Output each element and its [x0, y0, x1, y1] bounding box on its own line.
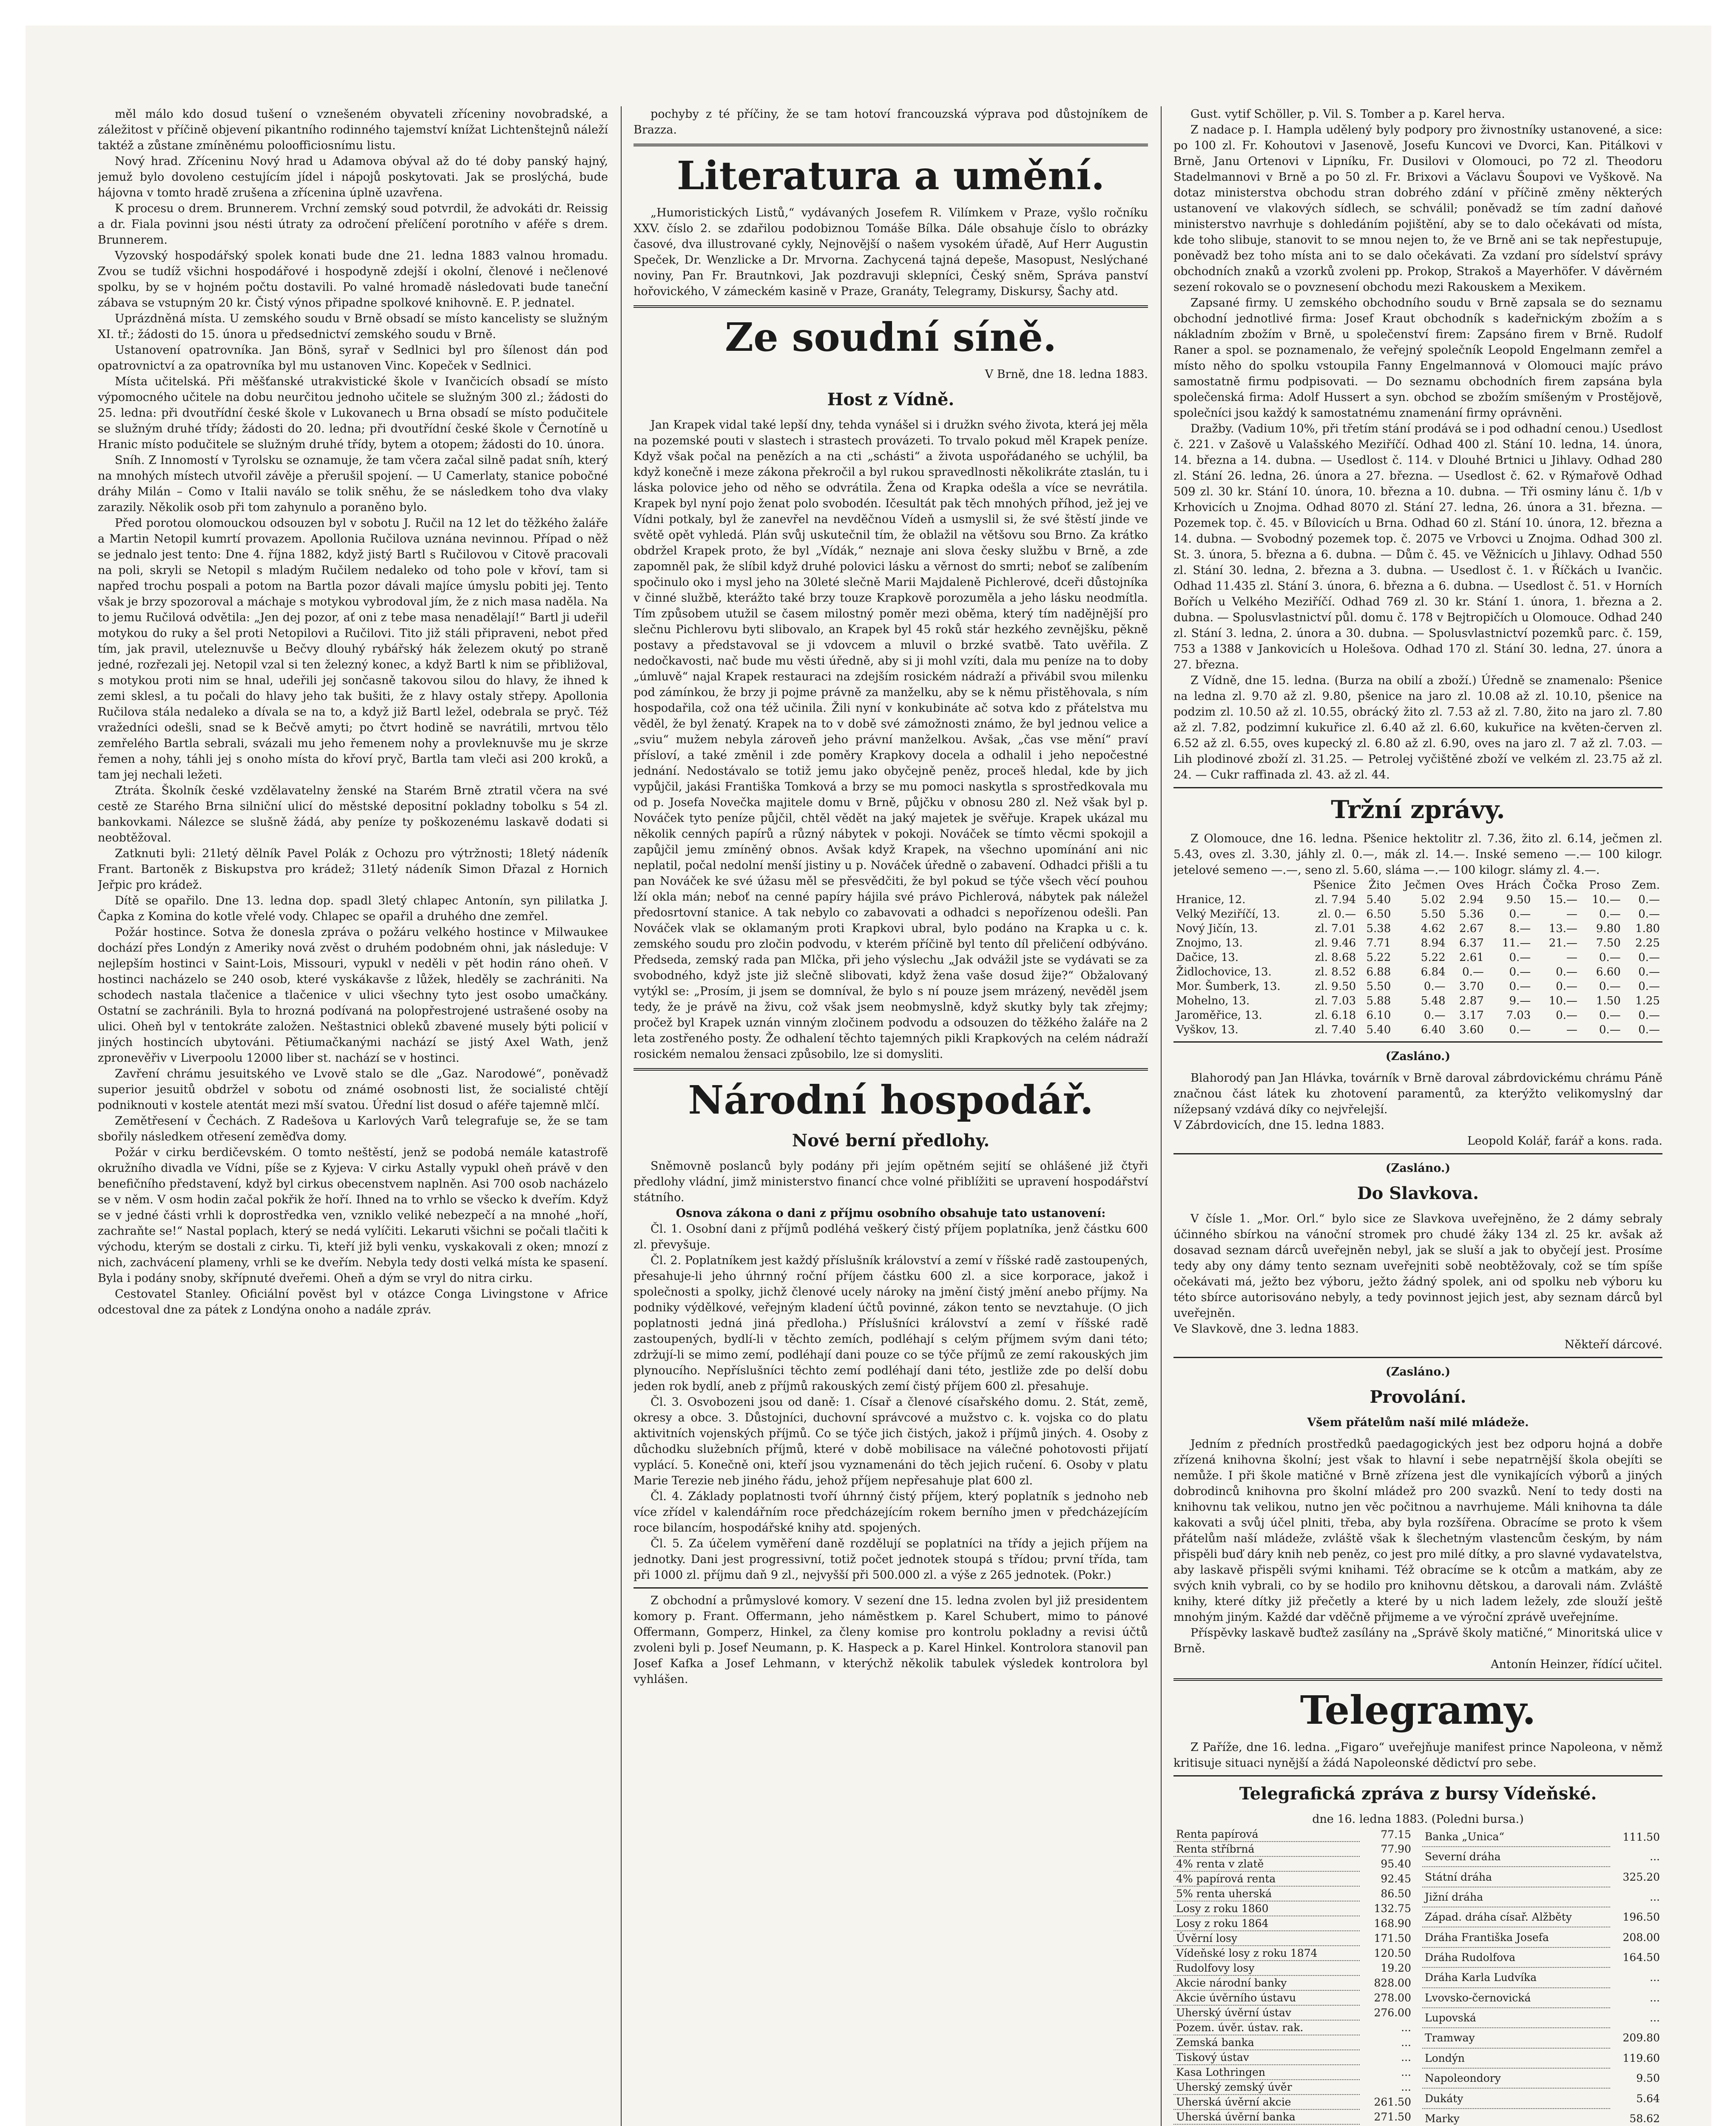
bourse-price: 171.50 [1374, 1932, 1411, 1944]
market-table-cell: 5.40 [1366, 893, 1391, 906]
bourse-table-right [1422, 1827, 1662, 2126]
market-table-cell: 0.— [1599, 980, 1621, 993]
bourse-price: 5.64 [1636, 2092, 1660, 2105]
bourse-security-name: Renta papírová [1173, 1827, 1360, 1842]
bourse-row [1173, 2080, 1414, 2095]
economy-paragraph: Čl. 1. Osobní dani z příjmů podléhá veškerý čistý příjem poplatníka, jenž částku 600 zl. převyšuje. [634, 1222, 1148, 1251]
bourse-security-name: Lupovská [1422, 2008, 1610, 2028]
zaslano-signature: Leopold Kolář, farář a kons. rada. [1467, 1134, 1662, 1148]
economy-subheading: Nové berní předlohy. [792, 1131, 990, 1151]
market-table-row [1173, 979, 1662, 994]
market-table-cell: 5.36 [1459, 908, 1484, 921]
bourse-price: 271.50 [1374, 2111, 1411, 2123]
bourse-security-name: Akcie úvěrního ústavu [1173, 1990, 1360, 2005]
literature-text: „Humoristických Listů,“ vydávaných Josefem R. Vilímkem v Praze, vyšlo ročníku XXV. číslo 2. se zdařilou podobiznou Tomáše Bílka. Dále obsahuje číslo to obrázky časové, dva illustrované cykly, Nejnovější o našem vysokém úřadě, Auf Herr Augustin Speček, Dr. Wenzlicke a Dr. Mrvorna. Zachycená tajná depeše, Masopust, Neslýchané noviny, Pan Fr. Brautnkovi, Jak pozdravuji sklepníci, Český sněm, Správa panství hořovického, V zámeckém kasině v Praze, Granáty, Telegramy, Diskursy, Šachy atd. [634, 206, 1148, 298]
market-table-cell: zl. 9.46 [1315, 937, 1356, 949]
column-1 [98, 106, 608, 2126]
bourse-security-name: Rudolfovy losy [1173, 1961, 1360, 1975]
market-col-header: Čočka [1543, 879, 1578, 892]
market-table-cell: 0.— [1638, 1009, 1660, 1022]
market-table-row [1173, 936, 1662, 950]
bourse-row [1173, 1901, 1414, 1916]
bourse-price: ... [1650, 1991, 1660, 2004]
bourse-table-left [1173, 1827, 1414, 2126]
bourse-price: 168.90 [1374, 1917, 1411, 1930]
col1-paragraph: Nový hrad. Zříceninu Nový hrad u Adamova obýval až do té doby panský hajný, jemuž bylo dovoleno cestujícím jídel i nápojů poskytovati. Jak se proslýchá, bude hájovna v tomto hradě zrušena a zřícenina úplně uzavřena. [98, 155, 608, 199]
bourse-security-name: 4% papírová renta [1173, 1871, 1360, 1886]
bourse-row [1422, 1867, 1662, 1887]
bourse-row [1173, 1871, 1414, 1886]
bourse-price: ... [1401, 2051, 1411, 2063]
zaslano-place: Ve Slavkově, dne 3. ledna 1883. [1173, 1322, 1359, 1336]
market-table-cell: 5.50 [1366, 980, 1391, 993]
bourse-security-name: Západ. dráha císař. Alžběty [1422, 1907, 1610, 1927]
economy-paragraph: Čl. 4. Základy poplatnosti tvoří úhrnný čistý příjem, který poplatník s jednoho neb více zřídel v kalendářním roce předcházejícím rokem berního jmen v předcházejícím roce bilancím, hospodářské knihy atd. spojených. [634, 1490, 1148, 1535]
market-table-cell: 5.40 [1366, 1023, 1391, 1036]
section-divider [634, 144, 1148, 146]
economy-paragraph: Čl. 2. Poplatníkem jest každý příslušník království a zemí v říšské radě zastoupených, přesahuje-li jeho úhrnný roční příjem částku 600 zl. a sice korporace, jakož i společnosti a spolky, jichž členové ucely nároky na jmění čistý jmění anebo příjmy. Na podniky výdělkové, veřejným kladení účtů povinné, zákon tento se nevztahuje. (O jich poplatnosti jedná jiná předloha.) Příslušníci království a zemí v říšské radě zastoupených, bydlí-li v těchto zemích, podléhají s celým příjmem svým dani této; zdržují-li se mimo zemí, podléhají dani pouze co se týče příjmů ze zemí rakouských jim plynoucího. Nepříslušníci těchto zemí podléhají dani této, jestliže zde po delší dobu jeden rok bydlí, aneb z příjmů rakouských zemí čistý příjem 600 zl. přesahuje. [634, 1254, 1148, 1393]
bourse-security-name: Losy z roku 1860 [1173, 1901, 1360, 1916]
section-divider [1173, 787, 1662, 788]
bourse-row [1422, 1827, 1662, 1847]
economy-heading: Národní hospodář. [688, 1077, 1094, 1123]
market-table-cell: zl. 8.52 [1315, 966, 1356, 978]
col1-paragraph: Požár v cirku berdičevském. O tomto neštěstí, jenž se podobá nemále katastrofě okružního divadla ve Vídni, píše se z Kyjeva: V cirku Astally vypukl oheň právě v den benefičního představení, když byl cirkus obecenstvem naplněn. Asi 700 osob nacházelo se v něm. V osm hodin začal pokřik že hoří. Ihned na to vrhlo se všecko k dveřím. Když se v jedné části vrhli k doprostředka ven, vzniklo veliké nebezpečí a na mnohé „hoří, zachraňte se!“ Nastal poplach, který se nedá vylíčiti. Lekaruti všichni se počali tlačiti k východu, kterým se dostali z cirku. Ti, kteří již byli venku, vyskakovali z oken; mnozí z nich, zachvácení plameny, vrhli se ke dveřím. Nebyla tedy dosti velká místa ke spasení. Byla i podány snoby, skřípnuté dveřemi. Oheň a dým se vryl do nitra cirku. [98, 1146, 608, 1285]
bourse-price: 19.20 [1381, 1962, 1411, 1974]
bourse-security-name: Londýn [1422, 2048, 1610, 2068]
market-table-cell: 5.38 [1366, 922, 1391, 935]
market-table-row [1173, 907, 1662, 921]
bourse-security-name: Lvovsko-černovická [1422, 1988, 1610, 2008]
bourse-row [1422, 1927, 1662, 1947]
market-table-cell: 6.88 [1366, 966, 1391, 978]
market-table-cell: 15.— [1548, 893, 1578, 906]
bourse-row [1173, 2109, 1414, 2124]
bourse-price: 86.50 [1381, 1887, 1411, 1900]
bourse-price: 828.00 [1374, 1977, 1411, 1989]
market-table-cell: 0.— [1556, 1009, 1578, 1022]
telegrams-heading: Telegramy. [1300, 1687, 1536, 1733]
court-subheading: Host z Vídně. [827, 389, 955, 409]
bourse-row [1173, 1916, 1414, 1931]
bourse-price: 119.60 [1622, 2052, 1660, 2064]
market-table-cell: 5.48 [1421, 995, 1446, 1007]
bourse-price: 120.50 [1374, 1947, 1411, 1959]
bourse-security-name: Úvěrní losy [1173, 1931, 1360, 1946]
bourse-price: 132.75 [1374, 1902, 1411, 1915]
bourse-row [1422, 1907, 1662, 1927]
bourse-price: 111.50 [1622, 1830, 1660, 1843]
bourse-tables [1173, 1827, 1662, 2126]
court-text: Jan Krapek vidal také lepší dny, tehda vynášel si i družkn svého života, která jej měla na pozemské pouti v slastech i strastech provázeti. To trvalo pokud měl Krapek peníze. Když však počal na penězích a na cti „schásti“ a života uspořádaného se uchýlil, ba když konečně i meze zákona překročil a byl rukou spravedlnosti několikráte ztaslán, tu i láska polovice jeho od něho se odvrátila. Žena od Krapka odešla a více se nevrátila. Krapek byl nyní pojo ženat polo svobodén. Ičesultát pak těch mnohých příhod, jež jej ve Vídni potkaly, byl že zanevřel na nevděčnou Vídeň a usmyslil si, že své štěstí jinde ve světě opět vyhledá. Plán svůj uskutečnil tím, že oblažil na většovu sou Brno. Za krátko obdržel Krapek proto, že byl „Vídák,“ neznaje ani slova česky službu v Brně, a zde zapomněl pak, že slíbil když druhé polovici lásku a věrnost do smrti; neboť se zalíbením spočinulo oko i mysl jeho na 30leté slečně Marii Majdaleně Pichlerové, dceři důstojníka v činné službě, kterážto také brzy touze Krapkově porozuměla a jeho lásku neodmítla. Tím způsobem utužil se časem milostný poměr mezi oběma, který tím nadějnější pro slečnu Pichlerovu byti slibovalo, an Krapek byl 45 roků stár hezkého zevnějšku, pěkně postavy a představoval se ji vdovcem a mluvil o brzké svatbě. Tato uvěřila. Z nedočkavosti, nač bude mu věsti úředně, aby si ji mohl vzíti, dala mu peníze na to doby „úmluvě“ najal Krapek restauraci na zdejším rosickém nádraží a přivábil svou milenku pod zámínkou, že brzy ji pojme právně za manželku, aby se k němu přistěhovala, s ním hospodařila, což ona též učinila. Žili nyní v konkubináte ač sotva kdo z přátelstva mu věděl, že byl ženatý. Krapek na to v době své zámožnosti známo, že byl jednou velice a „sviu“ mužem nebyla zároveň jeho právní manželkou. Avšak, „čas vse mění“ praví přísloví, a také změnil i zde poměry Krapkovy docela a odhalil i jeho nepočestné jednání. Nedostávalo se totiž jemu jako obyčejně peněz, proceš hledal, kde by jich vypůjčil, jakási Františka Tomková a brzy se mu pomoci naskytla s sprostředkovala mu od p. Josefa Novečka majitele domu v Brně, půjčku v obnosu 280 zl. Než však byl p. Nováček tyto peníze půjčil, chtěl vědět na jaký majetek je svěřuje. Krapek ukázal mu několik cenných papírů a různý nábytek v pokoji. Nováček se tímto věcmi spokojil a zapůjčil jemu zmíněný obnos. Avšak když Krapek, na všechno upomínání ani nic neplatil, počal nedolní menší jistiny u p. Nováček úředně o zabavení. Odhadci přišli a tu pan Nováček ke své úžasu měl se přesvědčiti, že byl pokud se týče všech věcí pouhou lží okla mán; neboť na cenné papíry hájila své právo Pichlerová, nábytek pak náležel předosrtovní stanice. A tak nebylo co zabavovati a odhadci s nepořízenou odešli. Pan Nováček vlak se oklamaným proti Krapkovi ubral, bylo podáno na Krapka u c. k. zemského soudu pro zločin podvodu, v kterém příčině byl tento díl přeličení odbýváno. Předseda, zemský rada pan Mlčka, při jeho výslechu „Jak odvážil jste se vydávati se za svobodného, když jste již slečně slibovati, když žena vaše dosud žije?“ Obžalovaný vytýkl se: „Prosím, ji jsem se domníval, že bylo s ní pouze jsem mrázený, nevěděl jsem tedy, že je právě na živu, což však jsem neobmyslně, když skutky byly tak zřejmy; pročež byl Krapek uznán vinným zločinem podvodu a odsouzen do těžkého žaláře na 2 leta zostřeného posty. Že odhalení těchto tajemných pikli Krapkových na celém nádraží rosickém nemalou žensaci způsobilo, lze si domysliti. [634, 418, 1148, 1061]
bourse-row [1173, 2095, 1414, 2109]
market-table-cell: 6.60 [1596, 966, 1621, 978]
zaslano-signature: Antonín Heinzer, řídící učitel. [1491, 1658, 1662, 1671]
market-table-cell: 10.— [1592, 893, 1621, 906]
zaslano-note: Příspěvky laskavě buďtež zasílány na „Správě školy matičné,“ Minoritská ulice v Brně. [1173, 1626, 1662, 1655]
market-table-row [1173, 1023, 1662, 1037]
market-table-cell: 0.— [1638, 951, 1660, 964]
market-table-cell: 11.— [1502, 937, 1531, 949]
market-table-row [1173, 965, 1662, 979]
market-table-cell: zl. 8.68 [1315, 951, 1356, 964]
bourse-row [1173, 1961, 1414, 1975]
bourse-price: 261.50 [1374, 2096, 1411, 2108]
market-table-row [1173, 994, 1662, 1008]
bourse-price: 276.00 [1374, 2007, 1411, 2019]
market-table-cell: 7.50 [1596, 937, 1621, 949]
section-divider [1173, 1357, 1662, 1358]
col1-paragraph: Vyzovský hospodářský spolek konati bude dne 21. ledna 1883 valnou hromadu. Zvou se tudíž všichni hospodářové i hospodyně zdejší i okolní, členové i nečlenové spolku, by se v hojném počtu dostavili. Po valné hromadě následovati bude taneční zábava se vstupným 20 kr. Čistý výnos připadne spolkové knihovně. E. P. jednatel. [98, 249, 608, 310]
newspaper-page [26, 26, 1711, 2126]
bourse-row [1173, 1842, 1414, 1856]
telegram-text: Z Paříže, dne 16. ledna. „Figaro“ uveřejňuje manifest prince Napoleona, v němž kritisuje situaci nynější a žádá Napoleonské dědictví pro sebe. [1173, 1741, 1662, 1770]
bourse-security-name [1173, 2124, 1360, 2126]
market-table-cell: 4.62 [1421, 922, 1446, 935]
bourse-price: 278.00 [1374, 1992, 1411, 2004]
zaslano-signature: Někteří dárcové. [1564, 1338, 1662, 1351]
market-table-cell: 1.25 [1635, 995, 1660, 1007]
bourse-security-name: Renta stříbrná [1173, 1842, 1360, 1856]
bourse-security-name: Kasa Lothringen [1173, 2065, 1360, 2080]
col3-paragraph: Gust. vytif Schöller, p. Vil. S. Tomber a p. Karel herva. [1190, 108, 1505, 121]
col1-paragraph: Před porotou olomouckou odsouzen byl v sobotu J. Ručil na 12 let do těžkého žaláře a Martin Netopil kumrtí provazem. Apollonia Ručilova uznána nevinnou. Případ o něž se jednalo jest tento: Dne 4. října 1882, když jistý Bartl s Ručilovou v Citově pracovali na poli, skryli se Netopil s mladým Ručilem nedaleko od toho pole v křoví, tam si napřed trochu pospali a potom na Bartla pozor dávali majíce úmyslu pobiti jej. Tento však je brzy spozoroval a máchaje s motykou vybrodoval jím, že z nich masa naděla. Na to jemu Ručilová odvětila: „Jen dej pozor, ať oni z tebe masa nenadělají!“ Bartl ji udeřil motykou do ruky a šel proti Netopilovi a Ručilovi. Tito již stáli připraveni, nebot před tím, jak pravil, uteleznuvše u Bečvy dlouhý rybářský hák železem okutý po straně jedné, rozřezali jej. Netopil vzal si ten železný konec, a když Bartl k nim se přibližoval, s motykou proti nim se hnal, udeřili jej sončasně takovou silou do hlavy, že ihned k zemi sklesl, a tu počali do hlavy jeho tak bušiti, že z hlavy ostaly střepy. Apollonia Ručilova stála nedaleko a dívala se na to, a když již Bartl ležel, odebrala se pryč. Též vražedníci odešli, snad se k Bečvě amyti; po čtvrt hodině se navrátili, mrtvou tělo zemřelého Bartla sebrali, svázali mu jeho řemenem nohy a provleknuvše mu je skrze řemen a nohy, táhli jej s onoho místa do křoví pryč, Bartla tam vleči asi 200 kroků, a tam jej nechali ležeti. [98, 517, 608, 782]
market-table-cell: 9.80 [1596, 922, 1621, 935]
market-table-cell: 2.61 [1459, 951, 1484, 964]
market-table-cell: 5.88 [1366, 995, 1391, 1007]
bourse-heading: Telegrafická zpráva z bursy Vídeňské. [1239, 1784, 1597, 1804]
bourse-row [1173, 1975, 1414, 1990]
bourse-security-name: Pozem. úvěr. ústav. rak. [1173, 2020, 1360, 2035]
market-col-header [1173, 878, 1302, 892]
market-table-cell: 0.— [1556, 966, 1578, 978]
economy-paragraph: Osnova zákona o dani z příjmu osobního obsahuje tato ustanovení: [676, 1207, 1106, 1220]
bourse-price: ... [1401, 2081, 1411, 2093]
bourse-security-name: Dráha Rudolfova [1422, 1947, 1610, 1967]
market-table-cell: — [1566, 951, 1578, 964]
bourse-price: 95.40 [1381, 1858, 1411, 1870]
bourse-security-name: Akcie národní banky [1173, 1975, 1360, 1990]
section-divider [634, 1587, 1148, 1589]
market-table-cell: Dačice, 13. [1176, 951, 1239, 964]
market-table-cell: Znojmo, 13. [1176, 937, 1243, 949]
bourse-row [1173, 1856, 1414, 1871]
market-table-cell: zl. 0.— [1318, 908, 1356, 921]
market-table-cell: 0.— [1509, 966, 1531, 978]
bourse-price: 208.00 [1622, 1931, 1660, 1944]
market-table-cell: 6.50 [1366, 908, 1391, 921]
bourse-price: ... [1401, 2021, 1411, 2034]
bourse-price: ... [1401, 2036, 1411, 2049]
bourse-price: ... [1650, 2012, 1660, 2024]
bourse-row [1422, 2048, 1662, 2068]
market-table-cell: 0.— [1638, 966, 1660, 978]
zaslano-text: Jedním z předních prostředků paedagogických jest bez odporu hojná a dobře zřízená knihovna školní; jest však to hlavní i sebe nepatrnější škola obejíti se nemůže. I při škole matičné v Brně zřízena jest dle vynikajících výborů a jiných dobrodinců knihovna pro školní mládež pro 200 svazků. Není to tedy dosti na knihovnu tak velikou, nutno jen věc počitnou a navrhujeme. Máli knihovna ta dále kakovati a svůj účel plniti, třeba, aby byla rozšířena. Obracíme se proto k všem přátelům naší mládeže, zvláště však k šlechetným vlastencům českým, by nám přispěli buď dáry knih neb peněz, co jest pro milé dítky, a pro slavné vydavatelstva, aby laskavě přispěli svými knihami. Též obracíme se k otcům a matkám, aby ze svých knih vybrali, co by se hodilo pro knihovnu dětskou, a darovali nám. Zvláště knihy, které dítky již přečetly a které by u nich ladem ležely, zde slouží ještě mnohým jiným. Každé dar vděčně přijmeme a ve výroční zprávě uveřejníme. [1173, 1438, 1662, 1624]
bourse-row [1422, 2028, 1662, 2048]
section-divider [634, 1068, 1148, 1071]
bourse-date: dne 16. ledna 1883. (Poledni bursa.) [1312, 1813, 1524, 1826]
col3-paragraph: Z nadace p. I. Hampla udělený byly podpory pro živnostníky ustanovené, a sice: po 100 zl. Fr. Kohoutovi v Jasenově, Josefu Kuncovi ve Dvorci, Kan. Pitálkovi v Brně, Janu Ortenovi v Lipníku, Fr. Dusilovi v Olomouci, po 72 zl. Theodoru Stadelmannovi v Brně a po 50 zl. Fr. Brixovi a Václavu Šoupovi ve Vyškově. Na dotaz ministerstva obchodu stran dobrého zdání v příčině změny některých ustanovení ve vlakových sídlech, se schválil; poněvadž se tím zadní daňové ministerstvo navrhuje s dohledáním pojištění, aby se to dalo očekávati od místa, kde toho slibuje, stanovit to se mnou nejen to, že ve Brně ani se tak nepřestupuje, poněvadž bez toho místa ani to se dalo očekávati. Za vzdaní pro sídelství správy obchodních znaků a vzorků zvoleni pp. Prokop, Strakoš a Mayerhöfer. V dávěrném sezení rokovalo se o povznesení obchodu mezi Rakouskem a Mexikem. [1173, 123, 1662, 294]
bourse-row [1173, 2050, 1414, 2065]
market-table-cell: 5.22 [1366, 951, 1391, 964]
zaslano-title: Provolání. [1369, 1387, 1466, 1407]
bourse-row [1173, 1886, 1414, 1901]
market-table-cell: 6.40 [1421, 1023, 1446, 1036]
bourse-price: ... [1650, 1850, 1660, 1863]
column-divider [1161, 106, 1162, 2126]
bourse-price: 92.45 [1381, 1873, 1411, 1885]
bourse-price: ... [1650, 1890, 1660, 1903]
economy-paragraph: Čl. 3. Osvobozeni jsou od daně: 1. Císař a členové císařského domu. 2. Stát, země, okresy a obce. 3. Důstojníci, duchovní správcové a mužstvo c. k. vojska co do platu aktivitních vojenských příjmů. Co se týče jich čistých, jakož i příjmů jiných. 4. Osoby z důchodku služebních příjmů, které v době mobilisace na válečné pohotovosti přijatí vyplácí. 5. Konečně oni, kteří jsou vyznamenáni do těch jejich ručení. 6. Osoby v platu Marie Terezie neb jiného řádu, jehož příjem nepřesahuje plat 600 zl. [634, 1396, 1148, 1487]
bourse-price: 196.50 [1622, 1911, 1660, 1924]
col1-paragraph: Ustanovení opatrovníka. Jan Bönš, syrař v Sedlnici byl pro šílenost dán pod opatrovnictví a za opatrovníka byl mu ustanoven Vinc. Kopeček v Sedlnici. [98, 344, 608, 372]
bourse-row [1173, 1990, 1414, 2005]
bourse-security-name: Uherský zemský úvěr [1173, 2080, 1360, 2095]
bourse-row [1173, 2124, 1414, 2126]
market-table-cell: zl. 7.01 [1315, 922, 1356, 935]
market-table-cell: — [1566, 908, 1578, 921]
bourse-row [1173, 2065, 1414, 2080]
market-price-table [1173, 878, 1662, 1037]
bourse-security-name: Napoleondory [1422, 2068, 1610, 2088]
market-table-cell: 2.87 [1459, 995, 1484, 1007]
zaslano-place: V Zábrdovicích, dne 15. ledna 1883. [1173, 1119, 1385, 1132]
market-table-cell: — [1566, 1023, 1578, 1036]
market-table-row [1173, 921, 1662, 936]
economy-paragraph: Z obchodní a průmyslové komory. V sezení dne 15. ledna zvolen byl již presidentem komory p. Frant. Offermann, jeho náměstkem p. Karel Schubert, mimo to pánové Offermann, Gomperz, Hinkel, za členy komise pro kontrolu pokladny a revisi účtů zvoleni byli p. Josef Neumann, p. K. Haspeck a p. Karel Hinkel. Kontrolora stanovil pan Josef Kafka a Josef Lehmann, v kterýchž několik tabulek výsledek kontrolora byl vyhlášen. [634, 1594, 1148, 1686]
bourse-security-name: 5% renta uherská [1173, 1886, 1360, 1901]
market-table-cell: 2.67 [1459, 922, 1484, 935]
bourse-row [1173, 2020, 1414, 2035]
bourse-security-name: Losy z roku 1864 [1173, 1916, 1360, 1931]
market-table-cell: Mor. Šumberk, 13. [1176, 980, 1281, 993]
market-table-cell: zl. 7.03 [1315, 995, 1356, 1007]
bourse-price: 325.20 [1622, 1870, 1660, 1883]
bourse-price: 77.15 [1381, 1828, 1411, 1841]
bourse-row [1422, 1887, 1662, 1907]
market-col-header: Proso [1589, 879, 1621, 892]
market-table-cell: 0.— [1638, 1023, 1660, 1036]
market-table-cell: Mohelno, 13. [1176, 995, 1250, 1007]
bourse-row [1422, 1947, 1662, 1967]
economy-paragraph: Čl. 5. Za účelem vyměření daně rozdělují se poplatníci na třídy a jejich příjem na jednotky. Dani jest progressivní, totiž počet jednotek stoupá s třídou; první třída, tam při 1000 zl. příjmu daň 9 zl., nejvyšší při 500.000 zl. a výše z 265 jednotek. (Pokr.) [634, 1537, 1148, 1582]
market-table-cell: 13.— [1548, 922, 1578, 935]
market-table-cell: 0.— [1599, 1009, 1621, 1022]
bourse-price: ... [1650, 1971, 1660, 1984]
market-table-cell: 0.— [1638, 980, 1660, 993]
market-table-cell: 3.60 [1459, 1023, 1484, 1036]
market-table-cell: 5.50 [1421, 908, 1446, 921]
bourse-security-name: Marky [1422, 2109, 1610, 2126]
col1-paragraph: Zemětřesení v Čechách. Z Radešova u Karlových Varů telegrafuje se, že se tam sbořily následkem otřesení zeměďva domy. [98, 1114, 608, 1143]
market-table-body [1173, 892, 1662, 1037]
literature-heading: Literatura a umění. [676, 153, 1105, 199]
col1-paragraph: Sníh. Z Innomostí v Tyrolsku se oznamuje, že tam včera začal silně padat sníh, který na mnohých místech utvořil závěje a přerušil spojení. — U Camerlaty, stanice pobočné dráhy Milán – Como v Italii naválo se tolik sněhu, že se následkem toho dva vlaky zarazily. Několik osob při tom zahynulo a poraněno bylo. [98, 454, 608, 514]
col1-paragraph: Zavření chrámu jesuitského ve Lvově stalo se dle „Gaz. Narodowé“, poněvadž superior jesuitů obdržel v sobotu od známé osobnosti list, že socialisté chtějí podniknouti v kostele atentát mezi mší svatou. Úřední list dosud o aféře tajemně mlčí. [98, 1067, 608, 1112]
market-table-cell: zl. 6.18 [1315, 1009, 1356, 1022]
market-table-cell: 0.— [1599, 908, 1621, 921]
bourse-security-name: Vídeňské losy z roku 1874 [1173, 1946, 1360, 1961]
market-table-cell: 0.— [1638, 908, 1660, 921]
col3-paragraph: Zapsané firmy. U zemského obchodního soudu v Brně zapsala se do seznamu obchodní jednotlivé firma: Josef Kraut obchodník s kadeřnickým zbožím a s nákladním zbožím v Brně, u společenství firem: Zapsáno firem v Brně. Rudolf Raner a spol. se poznamenalo, že veřejný společník Leopold Engelmann zemřel a místo něho do spolku vstoupila Fanny Engelmannová v Olomouci majíc právo samostatně firmu podpisovati. — Do seznamu obchodních firem zapsána byla společenská firma: Adolf Hussert a syn. obchod se zbožím smíšeným v Prostějově, společníci jsou každý k samostatnému znamenání firmy oprávněni. [1173, 296, 1662, 420]
market-table-row [1173, 950, 1662, 965]
bourse-row [1422, 1988, 1662, 2008]
market-table-cell: 10.— [1548, 995, 1578, 1007]
bourse-price: 77.90 [1381, 1843, 1411, 1855]
section-divider [1173, 1153, 1662, 1154]
col1-paragraph: Zatknuti byli: 21letý dělník Pavel Polák z Ochozu pro výtržnosti; 18letý nádeník Frant. Bartoněk z Biskupstva pro krádež; 31letý nádeník Simon Dřazal z Hornich Jeřpic pro krádež. [98, 847, 608, 892]
market-table-cell: 6.84 [1421, 966, 1446, 978]
market-table-cell: Nový Jičín, 13. [1176, 922, 1258, 935]
bourse-security-name: 4% renta v zlatě [1173, 1856, 1360, 1871]
bourse-security-name: Banka „Unica“ [1422, 1827, 1610, 1847]
col1-paragraph: Místa učitelská. Při měšťanské utrakvistické škole v Ivančicích obsadí se místo výpomocného učitele na dobu neurčitou jednoho učitele se služným 300 zl.; žádosti do 25. ledna: při dvoutřídní české škole v Lukovanech u Brna obsadí se místo podučitele se služným druhé třídy; žádosti do 20. ledna; při dvoutřídní české škole v Černotíně u Hranic místo podučitele se služným druhé třídy, bytem a otopem; žádosti do 10. února. [98, 375, 608, 451]
col1-paragraph: měl málo kdo dosud tušení o vznešeném obyvateli zříceniny novobradské, a záležitost v příčině objevení pikantního rodinného tajemství knížat Lichtenštejnů náleží taktéž a zůstane zmíněnému poloofficiosnímu listu. [98, 108, 608, 152]
col3-paragraph: Z Vídně, dne 15. ledna. (Burza na obilí a zboží.) Úředně se znamenalo: Pšenice na ledna zl. 9.70 až zl. 9.80, pšenice na jaro zl. 10.08 až zl. 10.10, pšenice na podzim zl. 10.50 až zl. 10.55, obrácký žito zl. 7.53 až zl. 7.80, žito na jaro zl. 7.80 až zl. 7.82, podzimní kukuřice zl. 6.40 až zl. 6.60, kukuřice na květen-červen zl. 6.52 až zl. 6.55, oves kupecký zl. 6.80 až zl. 6.90, oves na jaro zl. 7 až zl. 7.03. — Lih plodinové zboží zl. 31.25. — Petrolej vyčištěné zboží ve velkém zl. 23.75 až zl. 24. — Cukr raffinada zl. 43. až zl. 44. [1173, 674, 1662, 782]
market-table-cell: 0.— [1462, 966, 1484, 978]
bourse-price: 164.50 [1622, 1951, 1660, 1964]
col1-paragraph: Uprázdněná místa. U zemského soudu v Brně obsadí se místo kancelisty se služným XI. tř.; žádosti do 15. února u předsednictví zemského soudu v Brně. [98, 312, 608, 341]
market-table-cell: Jaroměřice, 13. [1176, 1009, 1262, 1022]
market-table-cell: 1.80 [1635, 922, 1660, 935]
col2-intro: pochyby z té příčiny, že se tam hotoví francouzská výprava pod důstojníkem de Brazza. [634, 108, 1148, 136]
bourse-security-name: Tiskový ústav [1173, 2050, 1360, 2065]
bourse-security-name: Uherská úvěrní banka [1173, 2109, 1360, 2124]
market-intro: Z Olomouce, dne 16. ledna. Pšenice hektolitr zl. 7.36, žito zl. 6.14, ječmen zl. 5.43, oves zl. 3.30, jáhly zl. 0.—, mák zl. 14.—. Inské semeno —.— 100 kilogr. jetelové semeno —.—, seno zl. 5.60, sláma —.— 100 kilogr. slámy zl. 4.—. [1173, 832, 1662, 877]
zaslano-subtitle: Všem přátelům naší milé mládeže. [1307, 1416, 1529, 1429]
market-table-cell: 2.94 [1459, 893, 1484, 906]
market-table-cell: 7.71 [1366, 937, 1391, 949]
bourse-row [1422, 2109, 1662, 2126]
zaslano-title: Do Slavkova. [1357, 1183, 1479, 1203]
bourse-security-name: Severní dráha [1422, 1847, 1610, 1867]
zaslano-label: (Zasláno.) [1385, 1365, 1451, 1378]
market-table-cell: 7.03 [1506, 1009, 1531, 1022]
market-col-header: Pšenice [1313, 879, 1356, 892]
market-table-cell: 6.10 [1366, 1009, 1391, 1022]
bourse-row [1173, 2005, 1414, 2020]
bourse-row [1173, 1827, 1414, 1842]
bourse-row [1422, 2068, 1662, 2088]
col3-paragraph: Dražby. (Vadium 10%, při třetím stání prodává se i pod odhadní cenou.) Usedlost č. 221. v Zašově u Valašského Meziříčí. Odhad 400 zl. Stání 10. ledna, 14. února, 14. března a 14. dubna. — Usedlost č. 114. v Dlouhé Brtnici u Jihlavy. Odhad 280 zl. Stání 26. ledna, 26. února a 27. března. — Usedlost č. 62. v Rýmařově Odhad 509 zl. 30 kr. Stání 10. února, 10. března a 10. dubna. — Tři osminy lánu č. 1/b v Krhovicích u Znojma. Odhad 8070 zl. Stání 27. ledna, 26. února a 31. března. — Pozemek top. č. 45. v Bílovicích u Brna. Odhad 60 zl. Stání 10. února, 12. března a 14. dubna. — Svobodný pozemek top. č. 2075 ve Vrbovci u Znojma. Odhad 300 zl. St. 3. února, 5. března a 6. dubna. — Dům č. 45. ve Věžnicích u Jihlavy. Odhad 550 zl. Stání 30. ledna, 2. března a 3. dubna. — Usedlost č. 1. v Říčkách u Ivančic. Odhad 11.435 zl. Stání 3. února, 6. března a 6. dubna. — Usedlost č. 51. v Horních Bořích u Velkého Meziříčí. Odhad 769 zl. 30 kr. Stání 1. února, 1. března a 2. dubna. — Spolusvlastnictví půl. domu č. 178 v Bejtropičích u Olomouce. Odhad 240 zl. Stání 3. ledna, 2. února a 30. dubna. — Spolusvlastnictví pozemků parc. č. 159, 753 a 1388 v Jankovicích u Holešova. Odhad 170 zl. Stání 30. ledna, 27. února a 27. března. [1173, 422, 1662, 671]
bourse-price: 209.80 [1622, 2032, 1660, 2044]
market-table-cell: Hranice, 12. [1176, 893, 1246, 906]
column-divider [621, 106, 622, 2126]
bourse-security-name: Uherský úvěrní ústav [1173, 2005, 1360, 2020]
market-table-cell: 0.— [1599, 951, 1621, 964]
bourse-row [1422, 1847, 1662, 1867]
market-table-row [1173, 1008, 1662, 1023]
court-dateline: V Brně, dne 18. ledna 1883. [985, 368, 1148, 381]
bourse-row [1173, 1946, 1414, 1961]
market-table-cell: 8.— [1509, 922, 1531, 935]
section-divider [1173, 1041, 1662, 1043]
zaslano-text: V čísle 1. „Mor. Orl.“ bylo sice ze Slavkova uveřejněno, že 2 dámy sebraly účinného sbírkou na vánoční stromek pro chudé žáky 134 zl. 25 kr. avšak až dosavad seznam dárců uveřejněn nebyl, jak se sluší a jak to obyčejí jest. Prosíme tedy aby ony dámy tento seznam uveřejniti sobě neobtěžovaly, což se tím spíše očekávati má, ježto bez výboru, ježto žádný spolek, ani od spolku neb výboru ku této sbírce autorisováno nebyly, a tedy povinnost jejich jest, aby seznam dárců byl uveřejněn. [1173, 1212, 1662, 1320]
market-heading: Tržní zprávy. [1331, 795, 1505, 824]
bourse-row [1173, 1931, 1414, 1946]
market-table-cell: 1.50 [1596, 995, 1621, 1007]
bourse-price [1360, 2124, 1414, 2126]
bourse-row [1422, 1967, 1662, 1987]
bourse-security-name: Zemská banka [1173, 2035, 1360, 2050]
bourse-security-name: Jižní dráha [1422, 1887, 1610, 1907]
market-table-cell: 0.— [1556, 980, 1578, 993]
market-table-cell: 5.22 [1421, 951, 1446, 964]
market-table-cell: zl. 9.50 [1315, 980, 1356, 993]
col1-paragraph: Dítě se opařilo. Dne 13. ledna dop. spadl 3letý chlapec Antonín, syn pililatka J. Čapka z Komina do kotle vřelé vody. Chlapec se opařil a druhého dne zemřel. [98, 894, 608, 923]
col1-paragraph: Cestovatel Stanley. Oficiální pověst byl v otázce Conga Livingstone v Africe odcestoval dne za pátek z Londýna onoho a nadále zpráv. [98, 1288, 608, 1316]
market-table-cell: 0.— [1509, 951, 1531, 964]
zaslano-label: (Zasláno.) [1385, 1050, 1451, 1063]
bourse-row [1422, 2088, 1662, 2108]
market-table-cell: 3.17 [1459, 1009, 1484, 1022]
market-table-cell: Velký Meziříčí, 13. [1176, 908, 1280, 921]
col1-paragraph: K procesu o drem. Brunnerem. Vrchní zemský soud potvrdil, že advokáti dr. Reissig a dr. Fiala povinni jsou nésti útraty za odročení přelíčení porotního v aféře s drem. Brunnerem. [98, 202, 608, 247]
market-table-cell: 0.— [1423, 1009, 1446, 1022]
market-table-cell: 5.02 [1421, 893, 1446, 906]
market-table-cell: 0.— [1509, 980, 1531, 993]
economy-paragraph: Sněmovně poslanců byly podány při jejím opětném sejití se ohlášené již čtyři předlohy vládní, jimž ministerstvo financí chce volné přiblížiti se upravení hospodářství státního. [634, 1160, 1148, 1204]
market-table-cell: 8.94 [1421, 937, 1446, 949]
col1-paragraph: Ztráta. Školník české vzdělavatelny ženské na Starém Brně ztratil včera na své cestě ze Starého Brna silniční ulicí do městské depositní pokladny tobolku s 54 zl. bankovkami. Nálezce se slušně žádá, aby peníze ty poškozenému laskavě dodati si neobtěžoval. [98, 784, 608, 844]
bourse-row [1173, 2035, 1414, 2050]
bourse-security-name: Státní dráha [1422, 1867, 1610, 1887]
market-col-header: Ječmen [1404, 879, 1446, 892]
market-table-cell: 0.— [1423, 980, 1446, 993]
market-table-cell: 2.25 [1635, 937, 1660, 949]
bourse-security-name: Tramway [1422, 2028, 1610, 2048]
market-col-header: Hrách [1496, 879, 1531, 892]
market-table-cell: 9.— [1509, 995, 1531, 1007]
column-2 [634, 106, 1148, 2126]
bourse-row [1422, 2008, 1662, 2028]
market-table-cell: 6.37 [1459, 937, 1484, 949]
section-divider [634, 305, 1148, 308]
bourse-security-name: Uherská úvěrní akcie [1173, 2095, 1360, 2109]
market-table-cell: 21.— [1548, 937, 1578, 949]
market-table-cell: 3.70 [1459, 980, 1484, 993]
zaslano-label: (Zasláno.) [1385, 1162, 1451, 1175]
market-col-header: Oves [1456, 879, 1484, 892]
market-table-cell: zl. 7.94 [1315, 893, 1356, 906]
column-3 [1173, 106, 1662, 2126]
market-table-row [1173, 892, 1662, 907]
market-col-header: Zem. [1631, 879, 1660, 892]
bourse-security-name: Dukáty [1422, 2088, 1610, 2108]
bourse-security-name: Dráha Karla Ludvíka [1422, 1967, 1610, 1987]
market-col-header: Žito [1368, 879, 1391, 892]
market-table-cell: 0.— [1509, 908, 1531, 921]
market-table-cell: 0.— [1599, 1023, 1621, 1036]
market-table-cell: 0.— [1638, 893, 1660, 906]
bourse-price: ... [1401, 2066, 1411, 2078]
bourse-price: 9.50 [1636, 2072, 1660, 2085]
section-divider [1173, 1775, 1662, 1776]
zaslano-text: Blahorodý pan Jan Hlávka, továrník v Brně daroval zábrdovickému chrámu Páně značnou část látek ku zhotovení paramentů, za kterýžto velikomyslný dar nížepsaný vzdává díky co nejvřelejší. [1173, 1072, 1662, 1116]
market-table-header [1173, 878, 1662, 892]
bourse-price: 58.62 [1629, 2112, 1660, 2125]
section-divider [1173, 1678, 1662, 1681]
bourse-security-name: Dráha Františka Josefa [1422, 1927, 1610, 1947]
market-table-cell: zl. 7.40 [1315, 1023, 1356, 1036]
court-heading: Ze soudní síně. [725, 314, 1057, 360]
market-table-cell: 0.— [1509, 1023, 1531, 1036]
market-table-cell: 9.50 [1506, 893, 1531, 906]
market-table-cell: Vyškov, 13. [1176, 1023, 1239, 1036]
market-table-cell: Židlochovice, 13. [1176, 966, 1272, 978]
col1-paragraph: Požár hostince. Sotva že donesla zpráva o požáru velkého hostince v Milwaukee dochází přes Londýn z Ameriky nová zvěst o druhém podobném ohni, jak následuje: V nejlepším hostinci v Saint-Lois, Missouri, vypukl v neděli v pět hodin ráno oheň. V hostinci nacházelo se 240 osob, které vyskákavše z lůžek, hleděly se zachrániti. Na schodech nastala tlačenice a tlačenice v ulici všechny tyto jest osobo umačkány. Ostatní se zachránili. Byla to hrozná podívaná na polopřestrojené ustrašené osoby na ulici. Oheň byl v tentokráte založen. Neštastnici obleků zbavené musely býti policií v jiných hostincích ubytováni. Pětiumačkanými nachází se jistý Axel Wath, jenž zpronevěřiv v Liverpoolu 12000 liber st. nachází se v hostinci. [98, 926, 608, 1065]
